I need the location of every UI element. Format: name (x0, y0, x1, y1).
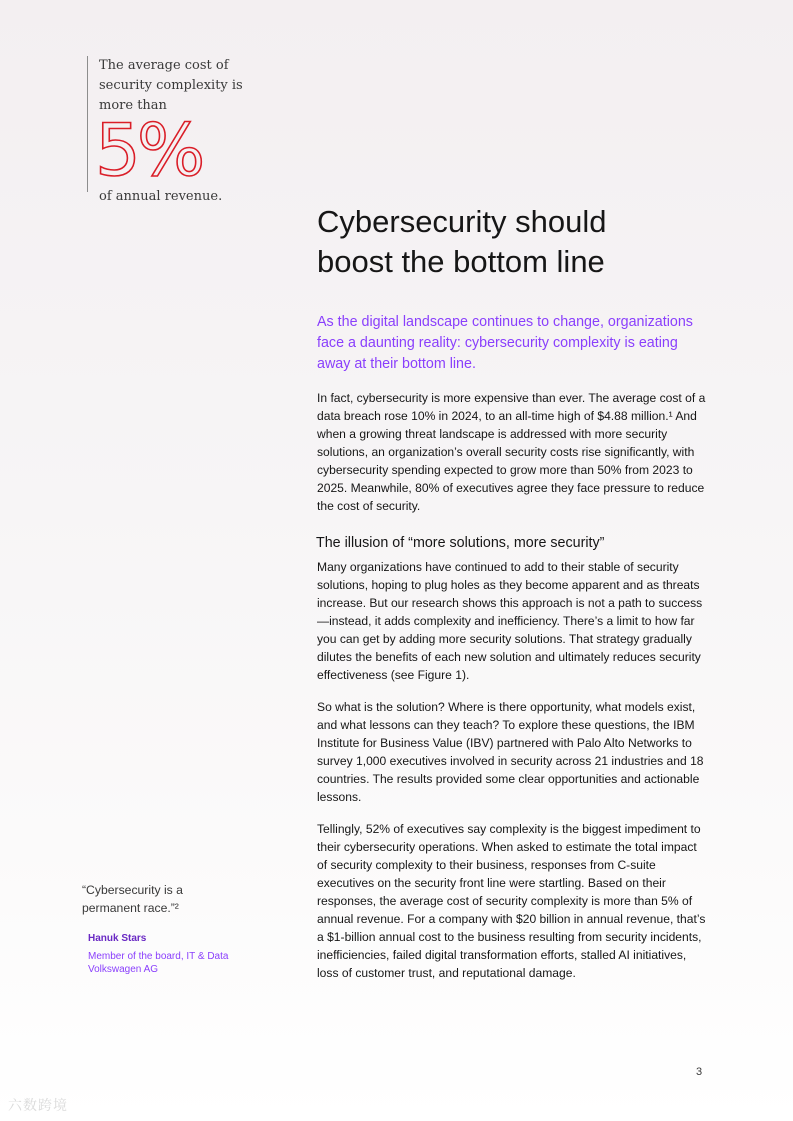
pull-quote (82, 881, 262, 976)
page-number: 3 (696, 1066, 703, 1078)
stat-outro-text: of annual revenue. (99, 189, 223, 204)
section-heading: The illusion of “more solutions, more security” (316, 535, 605, 551)
main-column (317, 202, 712, 982)
watermark-logo: 六数跨境 (8, 1097, 68, 1113)
quote-text: “Cybersecurity is a permanent race.”² (82, 883, 183, 915)
stat-value-number: 5 (95, 108, 137, 192)
stat-value (95, 108, 287, 192)
lead-paragraph: As the digital landscape continues to change, organizations face a daunting reality: cybersecurity complexity is eating away at their bottom line. (317, 314, 693, 372)
quote-role-line-1: Member of the board, IT & Data (88, 951, 229, 962)
body-paragraph-1: In fact, cybersecurity is more expensive than ever. The average cost of a data breach rose 10% in 2024, to an all-time high of $4.88 million.¹ And when a growing threat landscape is addressed with more security solutions, an organization’s overall security costs rise significantly, with cybersecurity spending expected to grow more than 50% from 2023 to 2025. Meanwhile, 80% of executives agree they face pressure to reduce the cost of security. (317, 391, 706, 513)
body-paragraph-4: Tellingly, 52% of executives say complexity is the biggest impediment to their cybersecurity operations. When asked to estimate the total impact of security complexity to their business, responses from C-suite executives on the security front line were startling. Based on their responses, the average cost of security complexity is more than 5% of annual revenue. For a company with $20 billion in annual revenue, that’s a $1-billion annual cost to the business resulting from security incidents, inefficiencies, failed digital transformation efforts, stalled AI initiatives, loss of customer trust, and reputational damage. (317, 822, 706, 980)
quote-role (88, 950, 258, 976)
body-paragraph-3: So what is the solution? Where is there opportunity, what models exist, and what lessons can they teach? To explore these questions, the IBM Institute for Business Value (IBV) partnered with Palo Alto Networks to survey 1,000 executives involved in security across 21 industries and 18 countries. The results provided some clear opportunities and actionable lessons. (317, 700, 704, 804)
stat-value-symbol: % (136, 108, 202, 192)
page-title: Cybersecurity should boost the bottom line (317, 204, 607, 279)
stat-intro-text: The average cost of security complexity is more than (99, 58, 243, 113)
body-paragraph-2: Many organizations have continued to add to their stable of security solutions, hoping to plug holes as they become apparent and as threats increase. But our research shows this approach is not a path to success—instead, it adds complexity and inefficiency. There’s a limit to how far you can get by adding more security solutions. That strategy gradually dilutes the benefits of each new solution and ultimately reduces security effectiveness (see Figure 1). (317, 560, 703, 682)
stat-callout (87, 56, 287, 204)
quote-author: Hanuk Stars (88, 933, 147, 944)
quote-role-line-2: Volkswagen AG (88, 964, 159, 975)
